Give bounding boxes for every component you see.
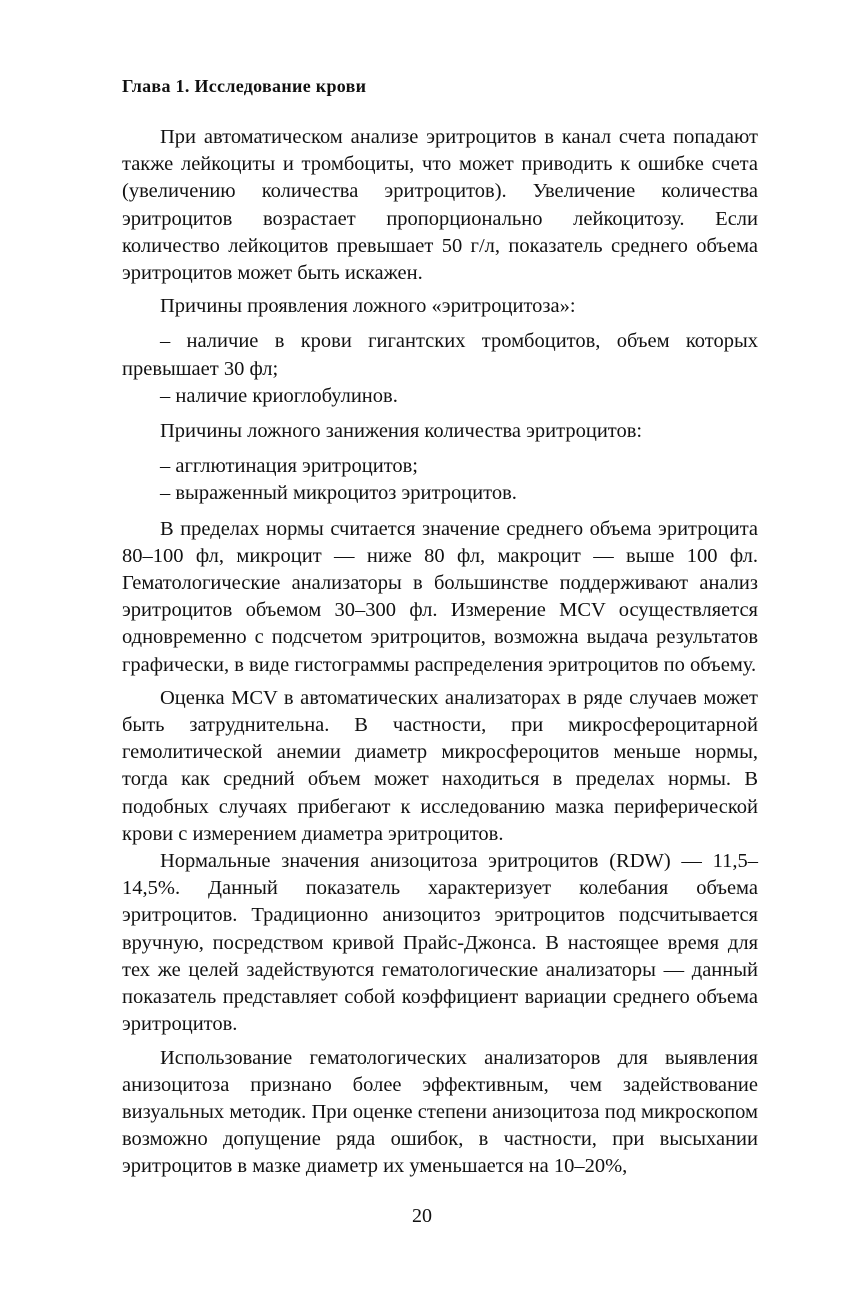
- page-number: 20: [412, 1205, 432, 1227]
- paragraph-analyzer-usage: Использование гематологических анализаторов для выявления анизоцитоза признано более эффективным, чем задействование визуальных методик. При оценке степени анизоцитоза под микроскопом возможно допущение ряда ошибок, в частности, при высыхании эритроцитов в мазке диаметр их уменьшается на 10–20%,: [122, 1046, 758, 1178]
- body-text: [122, 124, 758, 1181]
- list-item-cryoglobulins: – наличие криоглобулинов.: [160, 384, 398, 407]
- list-item-giant-platelets: – наличие в крови гигантских тромбоцитов, объем которых превышает 30 фл;: [122, 330, 758, 380]
- paragraph-mcv-evaluation: Оценка MCV в автоматических анализаторах в ряде случаев может быть затруднительна. В частности, при микросфероцитарной гемолитической анемии диаметр микросфероцитов меньше нормы, тогда как средний объем может находиться в пределах нормы. В подобных случаях прибегают к исследованию мазка периферической крови с измерением диаметра эритроцитов.: [122, 686, 758, 845]
- running-head: Глава 1. Исследование крови: [122, 76, 367, 96]
- list-item-microcytosis: – выраженный микроцитоз эритроцитов.: [160, 482, 517, 505]
- paragraph-rdw-norms: Нормальные значения анизоцитоза эритроцитов (RDW) — 11,5–14,5%. Данный показатель характеризует колебания объема эритроцитов. Традиционно анизоцитоз эритроцитов подсчитывается вручную, посредством кривой Прайс-Джонса. В настоящее время для тех же целей задействуются гематологические анализаторы — данный показатель представляет собой коэффициент вариации среднего объема эритроцитов.: [122, 850, 758, 1036]
- paragraph-counting-errors: При автоматическом анализе эритроцитов в канал счета попадают также лейкоциты и тромбоциты, что может приводить к ошибке счета (увеличению количества эритроцитов). Увеличение количества эритроцитов возрастает пропорционально лейкоцитозу. Если количество лейкоцитов превышает 50 г/л, показатель среднего объема эритроцитов может быть искажен.: [122, 126, 758, 285]
- list-item-agglutination: – агглютинация эритроцитов;: [160, 455, 419, 478]
- paragraph-mcv-norms: В пределах нормы считается значение среднего объема эритроцита 80–100 фл, микроцит — ниже 80 фл, макроцит — выше 100 фл. Гематологические анализаторы в большинстве поддерживают анализ эритроцитов объемом 30–300 фл. Измерение MCV осуществляется одновременно с подсчетом эритроцитов, возможна выдача результатов графически, в виде гистограммы распределения эритроцитов по объему.: [122, 517, 758, 676]
- paragraph-false-erythrocytosis-heading: Причины проявления ложного «эритроцитоза»:: [160, 295, 576, 318]
- paragraph-false-decrease-heading: Причины ложного занижения количества эритроцитов:: [160, 420, 643, 443]
